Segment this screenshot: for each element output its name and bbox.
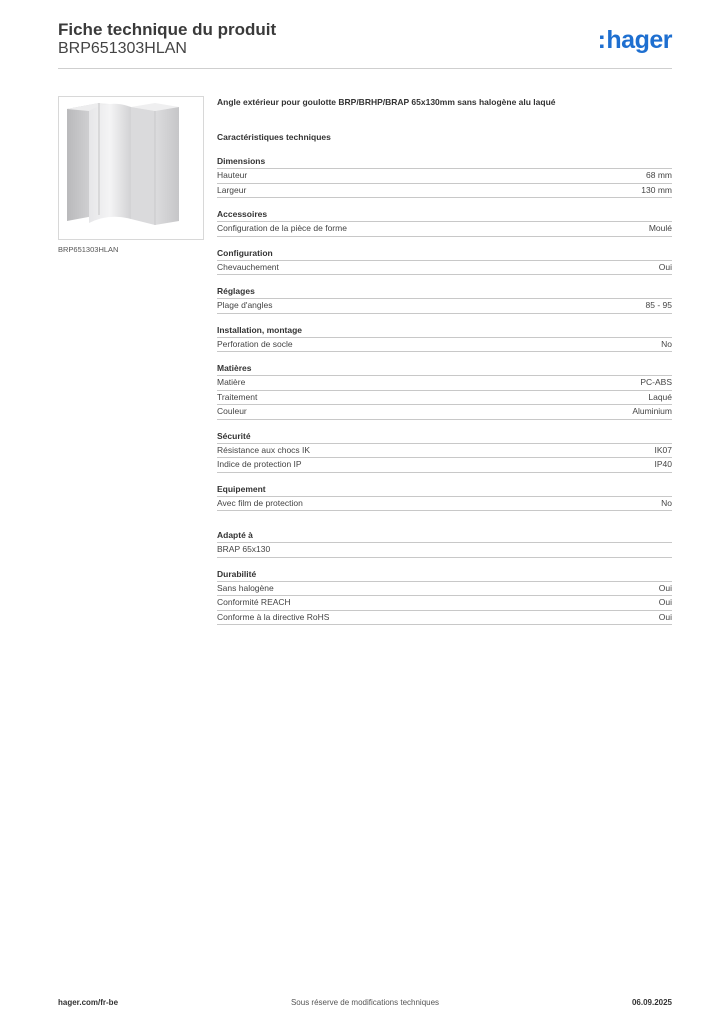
section-settings	[217, 285, 672, 314]
spec-row	[217, 444, 672, 459]
spec-label: Sans halogène	[217, 582, 274, 593]
section-title: Accessoires	[217, 208, 672, 222]
spec-label: Matière	[217, 377, 246, 387]
spec-row	[217, 222, 672, 237]
spec-value: Oui	[658, 582, 672, 593]
spec-label: Conformité REACH	[217, 597, 291, 607]
section-title: Adapté à	[217, 529, 672, 543]
spec-row	[217, 338, 672, 353]
spec-label: Indice de protection IP	[217, 459, 302, 469]
spec-row	[217, 405, 672, 420]
spec-label: Résistance aux chocs IK	[217, 444, 311, 455]
spec-value: 68 mm	[646, 170, 672, 180]
section-title: Configuration	[217, 247, 672, 261]
section-title: Installation, montage	[217, 324, 672, 338]
spec-value: No	[661, 338, 672, 349]
logo-text: hager	[606, 26, 672, 54]
spec-label: Traitement	[217, 391, 258, 402]
image-caption: BRP651303HLAN	[58, 245, 119, 254]
spec-label: Configuration de la pièce de forme	[217, 223, 347, 233]
spec-row	[217, 261, 672, 276]
spec-row	[217, 582, 672, 597]
footer-notice: Sous réserve de modifications techniques	[290, 998, 440, 1007]
product-description: Angle extérieur pour goulotte BRP/BRHP/BRAP 65x130mm sans halogène alu laqué	[217, 97, 556, 107]
section-durability	[217, 568, 672, 626]
section-configuration	[217, 247, 672, 276]
spec-row	[217, 543, 672, 558]
spec-label: Conforme à la directive RoHS	[217, 611, 330, 622]
page-header	[58, 20, 672, 70]
spec-label: Couleur	[217, 406, 247, 416]
spec-row	[217, 184, 672, 199]
logo-colon-mark: :	[597, 26, 606, 54]
spec-content	[217, 96, 672, 635]
section-materials	[217, 362, 672, 420]
spec-value: Aluminium	[632, 406, 672, 416]
spec-row	[217, 458, 672, 473]
corner-angle-illustration	[59, 97, 203, 239]
section-accessories	[217, 208, 672, 237]
footer-date: 06.09.2025	[631, 998, 672, 1007]
section-title: Sécurité	[217, 430, 672, 444]
section-title: Durabilité	[217, 568, 672, 582]
spec-value: 85 - 95	[645, 300, 672, 310]
spec-value: Laqué	[648, 391, 672, 402]
spec-row	[217, 169, 672, 184]
spec-value: Moulé	[648, 223, 672, 233]
spec-label: Largeur	[217, 184, 247, 195]
spec-row	[217, 497, 672, 512]
section-safety	[217, 430, 672, 473]
spec-value: 130 mm	[641, 184, 672, 195]
product-reference: BRP651303HLAN	[58, 40, 187, 57]
section-title: Dimensions	[217, 155, 672, 169]
spec-value: IK07	[654, 444, 672, 455]
page-title: Fiche technique du produit	[58, 20, 277, 39]
spec-value: Oui	[658, 597, 672, 607]
section-title: Matières	[217, 362, 672, 376]
spec-value: Oui	[658, 611, 672, 622]
spec-label: BRAP 65x130	[217, 544, 271, 554]
spec-label: Plage d'angles	[217, 300, 273, 310]
spec-value: No	[661, 497, 672, 508]
spec-label: Chevauchement	[217, 261, 279, 272]
spec-value: PC-ABS	[640, 377, 672, 387]
spec-label: Hauteur	[217, 170, 248, 180]
footer-website-link[interactable]: hager.com/fr-be	[58, 998, 119, 1007]
spec-row	[217, 376, 672, 391]
section-title: Equipement	[217, 483, 672, 497]
spec-row	[217, 611, 672, 626]
section-installation	[217, 324, 672, 353]
product-image	[58, 96, 204, 240]
section-compatible	[217, 529, 672, 558]
characteristics-heading: Caractéristiques techniques	[217, 132, 331, 142]
hager-logo	[598, 26, 672, 55]
section-title: Réglages	[217, 285, 672, 299]
spec-label: Perforation de socle	[217, 338, 293, 349]
spec-row	[217, 391, 672, 406]
spec-row	[217, 596, 672, 611]
spec-value: IP40	[654, 459, 672, 469]
header-divider	[58, 68, 672, 69]
section-equipment	[217, 483, 672, 512]
spec-value: Oui	[658, 261, 672, 272]
section-dimensions	[217, 155, 672, 198]
page-footer	[58, 998, 672, 1012]
spec-label: Avec film de protection	[217, 497, 303, 508]
spec-row	[217, 299, 672, 314]
